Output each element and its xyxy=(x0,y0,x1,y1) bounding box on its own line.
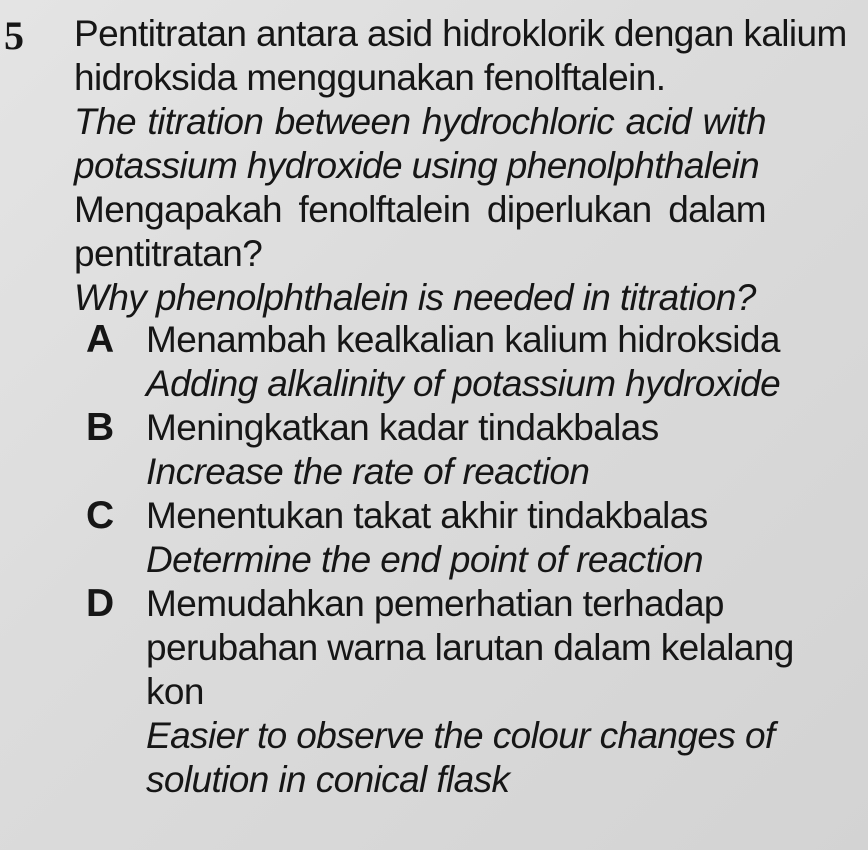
stem-english-word: with xyxy=(702,101,766,142)
ask-malay-word: Mengapakah xyxy=(74,189,282,230)
option-b-english: Increase the rate of reaction xyxy=(146,451,590,492)
option-c-english: Determine the end point of reaction xyxy=(146,539,703,580)
option-d-english-line-2: solution in conical flask xyxy=(146,759,510,800)
stem-english-word: acid xyxy=(625,101,692,142)
question-number: 5 xyxy=(4,13,24,58)
stem-malay-line-1: Pentitratan antara asid hidroklorik dengan kalium xyxy=(74,13,847,54)
option-d-malay-line-3: kon xyxy=(146,671,204,712)
stem-malay-line-2: hidroksida menggunakan fenolftalein. xyxy=(74,57,666,98)
option-letter-a: A xyxy=(86,318,115,361)
stem-english-word: titration xyxy=(147,101,264,142)
stem-english-line-2: potassium hydroxide using phenolphthalein xyxy=(74,145,760,186)
option-letter-d: D xyxy=(86,582,115,625)
stem-english-line-1 xyxy=(74,100,766,144)
option-a-english: Adding alkalinity of potassium hydroxide xyxy=(146,363,781,404)
option-c-malay: Menentukan takat akhir tindakbalas xyxy=(146,495,708,536)
ask-malay-word: fenolftalein xyxy=(298,189,471,230)
option-d-malay-line-1: Memudahkan pemerhatian terhadap xyxy=(146,583,724,624)
ask-malay-word: diperlukan xyxy=(486,189,652,230)
ask-malay-line-1 xyxy=(74,188,766,232)
option-letter-c: C xyxy=(86,494,115,537)
stem-english-word: between xyxy=(274,101,411,142)
option-b-malay: Meningkatkan kadar tindakbalas xyxy=(146,407,659,448)
option-letter-b: B xyxy=(86,406,115,449)
option-d-english-line-1: Easier to observe the colour changes of xyxy=(146,715,775,756)
ask-english: Why phenolphthalein is needed in titration? xyxy=(74,277,756,318)
ask-malay-word: dalam xyxy=(668,189,766,230)
ask-malay-line-2: pentitratan? xyxy=(74,233,263,274)
stem-english-word: hydrochloric xyxy=(421,101,615,142)
stem-english-word: The xyxy=(74,101,136,142)
option-a-malay: Menambah kealkalian kalium hidroksida xyxy=(146,319,780,360)
option-d-malay-line-2: perubahan warna larutan dalam kelalang xyxy=(146,627,794,668)
